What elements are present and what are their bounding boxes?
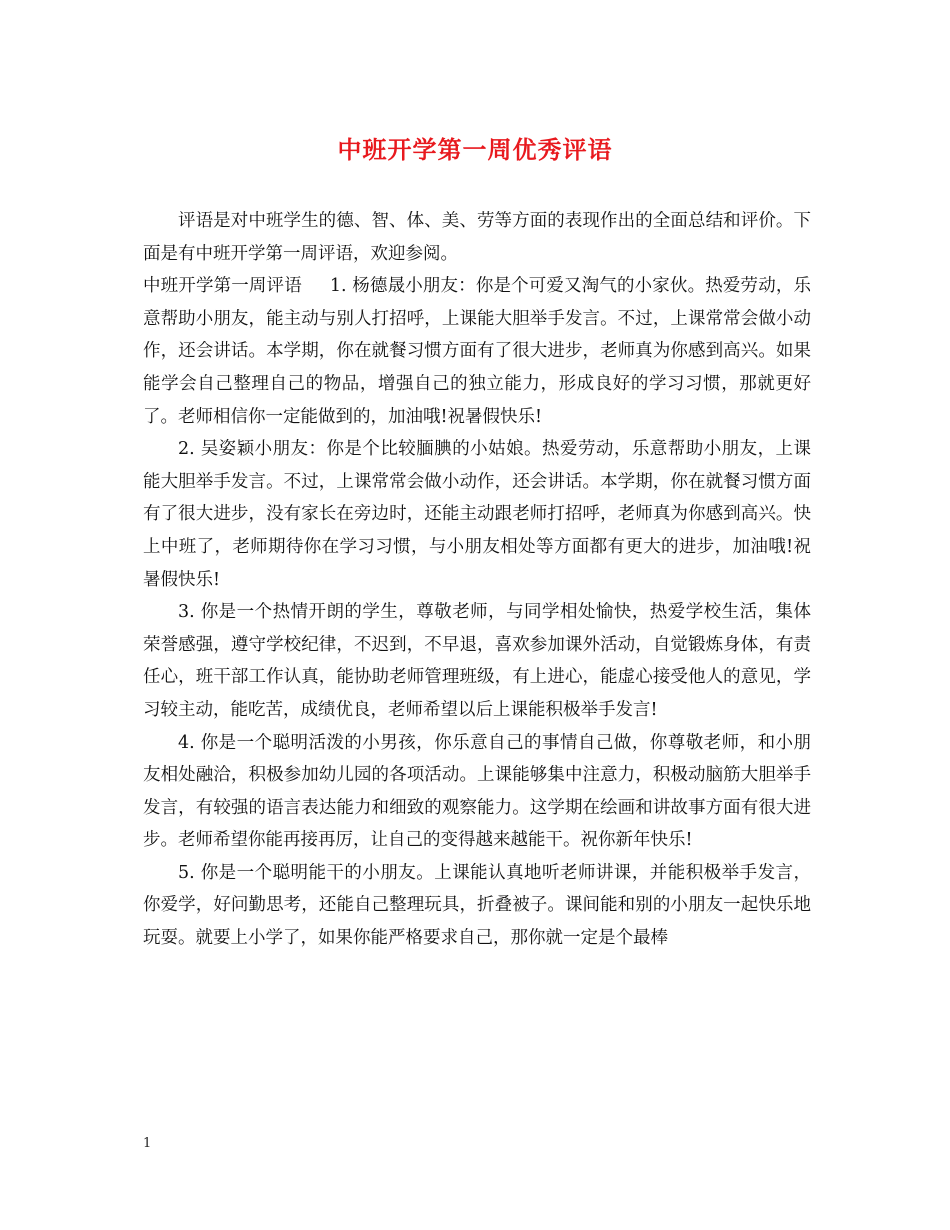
paragraph-5: 5. 你是一个聪明能干的小朋友。上课能认真地听老师讲课，并能积极举手发言，你爱学，好问勤思考，还能自己整理玩具，折叠被子。课间能和别的小朋友一起快乐地玩耍。就要上小学了，如果你能严格要求自己，那你就一定是个最棒: [143, 862, 811, 949]
intro-paragraph: 评语是对中班学生的德、智、体、美、劳等方面的表现作出的全面总结和评价。下面是有中班开学第一周评语，欢迎参阅。: [143, 211, 811, 264]
page-number: 1: [143, 1136, 152, 1151]
document-title: 中班开学第一周优秀评语: [337, 135, 613, 164]
paragraph-1-text: 1. 杨德晟小朋友：你是个可爱又淘气的小家伙。热爱劳动，乐意帮助小朋友，能主动与别人打招呼，上课能大胆举手发言。不过，上课常常会做小动作，还会讲话。本学期，你在就餐习惯方面有了很大进步，老师真为你感到高兴。如果能学会自己整理自己的物品，增强自己的独立能力，形成良好的学习习惯，那就更好了。老师相信你一定能做到的，加油哦!祝暑假快乐!: [143, 276, 812, 427]
document-body: [143, 205, 811, 955]
section-label: 中班开学第一周评语: [143, 276, 302, 297]
paragraph-4: 4. 你是一个聪明活泼的小男孩，你乐意自己的事情自己做，你尊敬老师，和小朋友相处融洽，积极参加幼儿园的各项活动。上课能够集中注意力，积极动脑筋大胆举手发言，有较强的语言表达能力和细致的观察能力。这学期在绘画和讲故事方面有很大进步。老师希望你能再接再厉，让自己的变得越来越能干。祝你新年快乐!: [143, 732, 811, 851]
paragraph-3: 3. 你是一个热情开朗的学生，尊敬老师，与同学相处愉快，热爱学校生活，集体荣誉感强，遵守学校纪律，不迟到，不早退，喜欢参加课外活动，自觉锻炼身体，有责任心，班干部工作认真，能协助老师管理班级，有上进心，能虚心接受他人的意见，学习较主动，能吃苦，成绩优良，老师希望以后上课能积极举手发言!: [143, 602, 811, 720]
paragraph-2: 2. 吴姿颖小朋友：你是个比较腼腆的小姑娘。热爱劳动，乐意帮助小朋友，上课能大胆举手发言。不过，上课常常会做小动作，还会讲话。本学期，你在就餐习惯方面有了很大进步，没有家长在旁边时，还能主动跟老师打招呼，老师真为你感到高兴。快上中班了，老师期待你在学习习惯，与小朋友相处等方面都有更大的进步，加油哦!祝暑假快乐!: [143, 439, 811, 590]
paragraph-1: [143, 270, 811, 433]
